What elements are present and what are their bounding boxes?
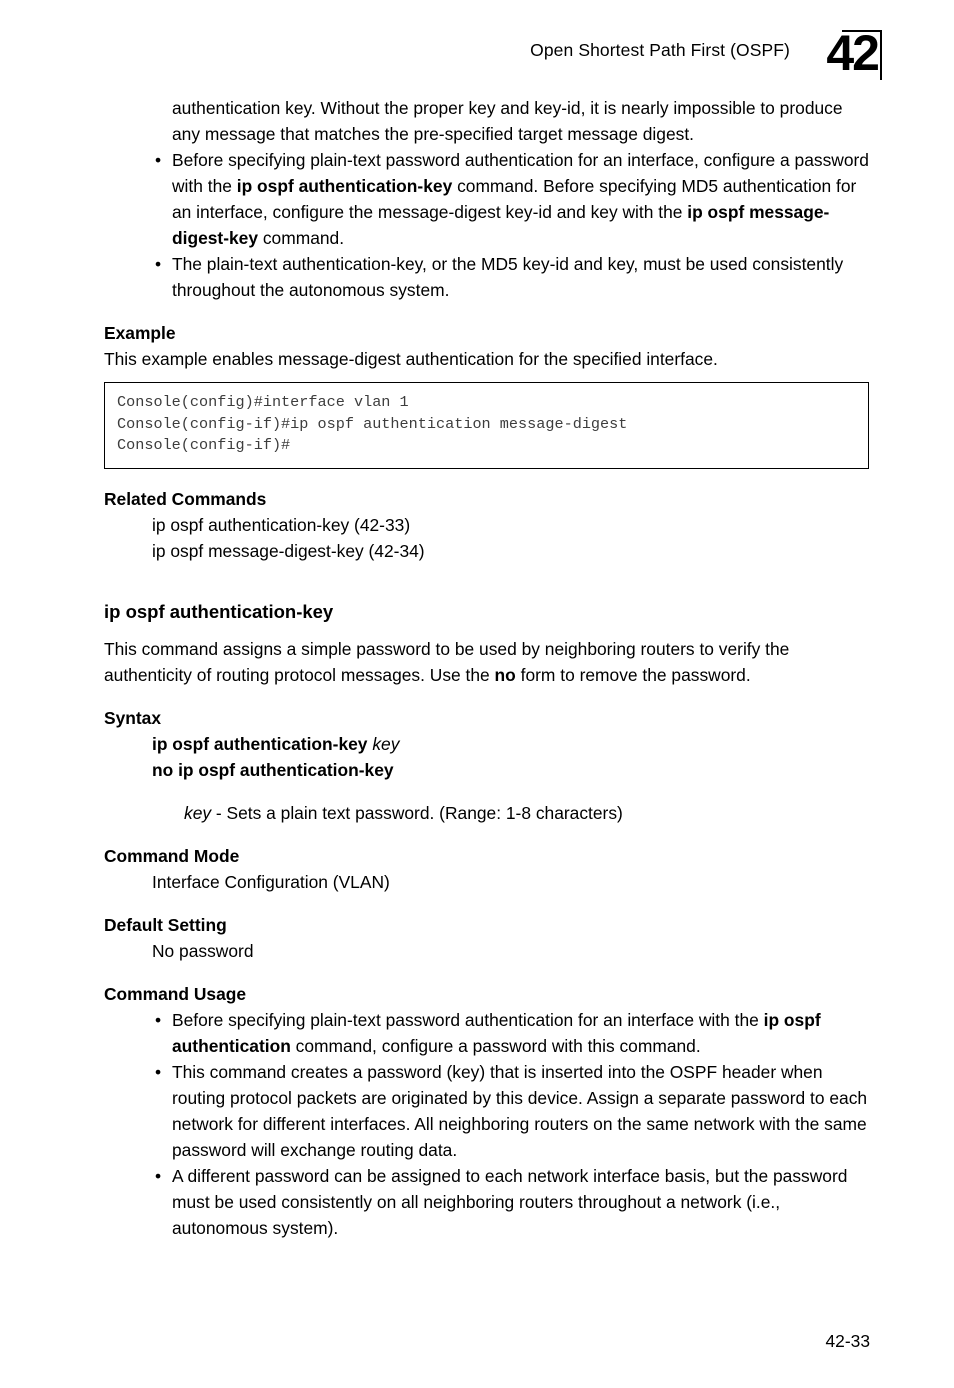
- spacer: [104, 688, 870, 705]
- inline-command-1: ip ospf authentication-key: [236, 176, 453, 196]
- list-item-text-pre: The plain-text authentication-key, or the MD5 key-id and key, must be used consistently throughout the autonomous system.: [172, 254, 844, 300]
- syntax-line-2: no ip ospf authentication-key: [152, 759, 394, 780]
- list-item-text-post: command.: [258, 228, 345, 248]
- code-line: Console(config)#interface vlan 1: [117, 393, 409, 411]
- bullet-icon: •: [155, 1009, 162, 1030]
- bullet-icon: •: [155, 150, 162, 170]
- list-item-text-pre: Before specifying plain-text password authentication for an interface, configure a password with the: [172, 150, 869, 196]
- command-description: [104, 636, 870, 688]
- chapter-number-badge: [800, 24, 886, 82]
- top-bullet-list: [104, 147, 870, 303]
- list-item: [104, 1163, 870, 1241]
- inline-command-1: ip ospf authentication: [172, 1009, 821, 1056]
- command-usage-bullet-list: [104, 1007, 870, 1241]
- list-item-text-pre: This command creates a password (key) that is inserted into the OSPF header when routing protocol packets are originated by this device. Assign a separate password to each network for different interfaces. All neighboring routers on the same network with the same password will exchange routing data.: [172, 1061, 868, 1160]
- syntax-argument: key: [372, 733, 400, 754]
- spacer: [104, 469, 870, 486]
- default-setting-value: No password: [152, 940, 254, 961]
- list-item-text-mid: command. Before specifying MD5 authentication for an interface, configure the message-digest key-id and key with the: [172, 176, 857, 222]
- spacer: [104, 564, 870, 598]
- code-line: Console(config-if)#: [117, 436, 291, 454]
- page-number-footer: 42-33: [825, 1331, 870, 1351]
- bullet-icon: •: [155, 1061, 162, 1082]
- list-item-text-mid: command, configure a password with this command.: [290, 1035, 701, 1056]
- bullet-icon: •: [155, 1165, 162, 1186]
- cli-example-box: [104, 382, 869, 469]
- spacer: [104, 826, 870, 843]
- spacer: [104, 964, 870, 981]
- list-item: [104, 1007, 870, 1059]
- inline-keyword-no: no: [494, 664, 516, 685]
- related-command-link-2[interactable]: ip ospf message-digest-key (42-34): [152, 540, 425, 561]
- section-heading-command-usage: Command Usage: [104, 983, 247, 1004]
- command-description-post: form to remove the password.: [515, 664, 751, 685]
- spacer: [104, 303, 870, 320]
- list-item-text-pre: Before specifying plain-text password authentication for an interface with the: [172, 1009, 764, 1030]
- header-chapter-title: Open Shortest Path First (OSPF): [530, 40, 790, 60]
- syntax-argument-description: [104, 800, 870, 826]
- section-heading-command-mode: Command Mode: [104, 845, 240, 866]
- inline-command-2: ip ospf message-digest-key: [172, 202, 830, 248]
- spacer: [104, 626, 870, 636]
- spacer: [104, 372, 870, 382]
- section-heading-example: Example: [104, 323, 176, 343]
- chapter-number: 42: [826, 25, 878, 81]
- bullet-icon: •: [155, 254, 162, 274]
- page-header: [104, 25, 882, 88]
- continued-paragraph: authentication key. Without the proper key and key-id, it is nearly impossible to produce any message that matches the pre-specified target message digest.: [172, 98, 843, 144]
- argument-name: key: [184, 802, 212, 823]
- command-mode-value: Interface Configuration (VLAN): [152, 871, 390, 892]
- list-item: [104, 147, 870, 251]
- list-item-text-pre: A different password can be assigned to each network interface basis, but the password must be used consistently on all neighboring routers throughout a network (i.e., autonomous system).: [172, 1165, 848, 1238]
- section-heading-related-commands: Related Commands: [104, 488, 267, 509]
- list-item: [104, 1059, 870, 1163]
- syntax-command: ip ospf authentication-key: [152, 733, 368, 754]
- spacer: [104, 783, 870, 800]
- list-item: [104, 251, 870, 303]
- example-intro-text: This example enables message-digest authentication for the specified interface.: [104, 349, 718, 369]
- argument-description-text: - Sets a plain text password. (Range: 1-8 characters): [211, 802, 623, 823]
- related-command-link-1[interactable]: ip ospf authentication-key (42-33): [152, 514, 411, 535]
- section-heading-default-setting: Default Setting: [104, 914, 227, 935]
- code-line: Console(config-if)#ip ospf authentication message-digest: [117, 414, 628, 433]
- command-description-pre: This command assigns a simple password to be used by neighboring routers to verify the authenticity of routing protocol messages. Use the: [104, 638, 790, 685]
- syntax-line-1: [104, 731, 870, 757]
- page-content: [104, 95, 870, 1241]
- chapter-rule-right: [880, 30, 882, 80]
- section-heading-syntax: Syntax: [104, 707, 162, 728]
- command-title: ip ospf authentication-key: [104, 600, 334, 622]
- spacer: [104, 895, 870, 912]
